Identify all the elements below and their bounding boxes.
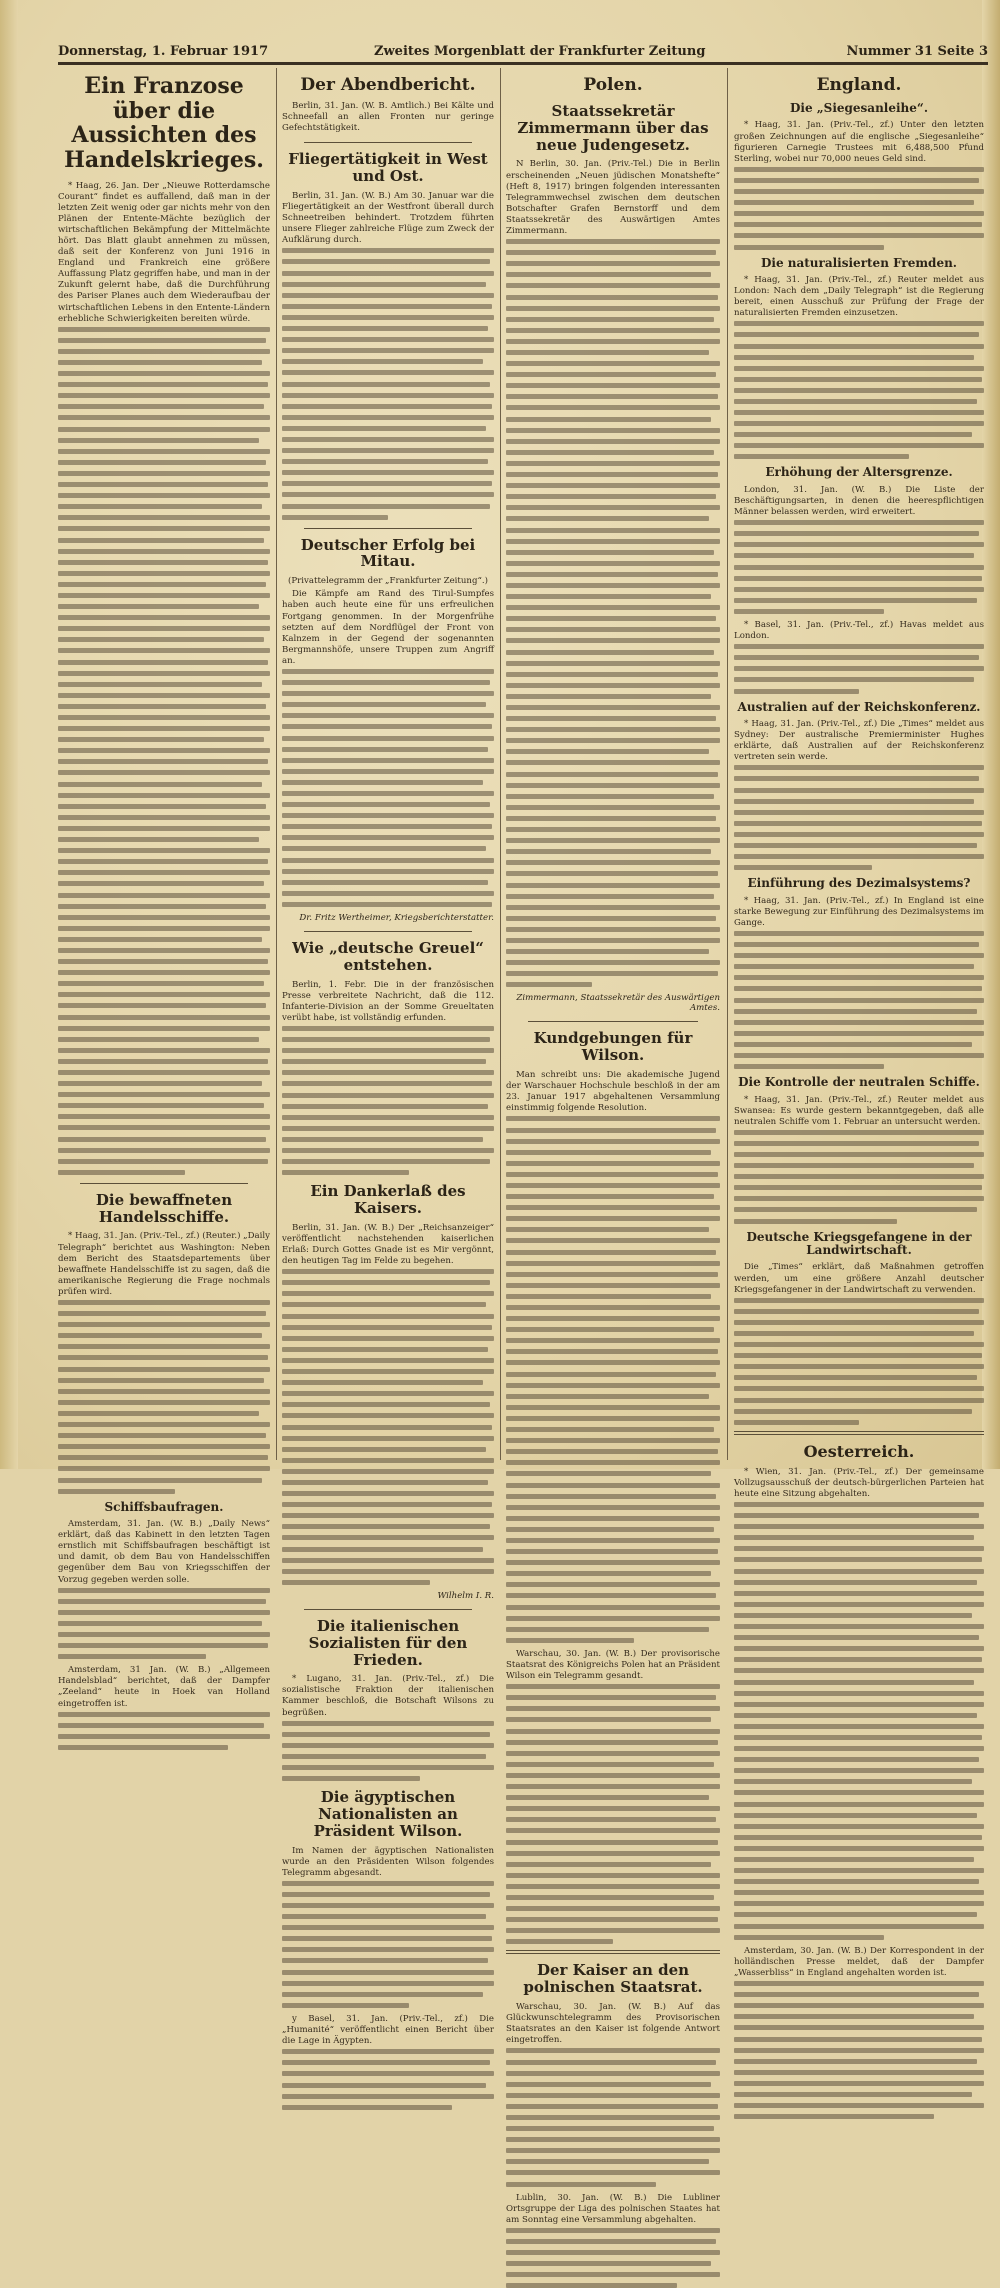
section-divider xyxy=(304,528,472,529)
article-paragraph: Berlin, 31. Jan. (W. B. Amtlich.) Bei Kälte und Schneefall an allen Fronten nur geringe Gefechtstätigkeit. xyxy=(282,101,494,134)
article-text-block xyxy=(282,2049,494,2109)
article-paragraph: Amsterdam, 30. Jan. (W. B.) Der Korrespondent in der holländischen Presse meldet, daß der Dampfer „Wasserbliss“ in England angehalten worden ist. xyxy=(734,1945,984,1978)
article-headline: Die ägyptischen Nationalisten an Präsident Wilson. xyxy=(313,1788,463,1840)
masthead-page-number: Nummer 31 Seite 3 xyxy=(846,44,988,59)
section-headline: Oesterreich. xyxy=(803,1441,915,1461)
article-subhead: (Privattelegramm der „Frankfurter Zeitung“.) xyxy=(288,576,488,587)
article-paragraph: Im Namen der ägyptischen Nationalisten wurde an den Präsidenten Wilson folgendes Telegramm abgesandt. xyxy=(282,1845,494,1878)
article-paragraph: * Wien, 31. Jan. (Priv.-Tel., zf.) Der gemeinsame Vollzugsausschuß der deutsch-bürgerlichen Parteien hat heute eine Sitzung abgehalten. xyxy=(734,1466,984,1499)
article-headline: Wie „deutsche Greuel“ entstehen. xyxy=(292,939,484,974)
article-headline: Die bewaffneten Handelsschiffe. xyxy=(95,1190,233,1226)
column-3 xyxy=(506,68,720,2225)
article-paragraph: Amsterdam, 31 Jan. (W. B.) „Allgemeen Handelsblad“ berichtet, daß der Dampfer „Zeeland“ heute in Hoek van Holland eingetroffen ist. xyxy=(58,1665,270,1709)
article-paragraph: y Basel, 31. Jan. (Priv.-Tel., zf.) Die „Humanité“ veröffentlicht einen Bericht über die Lage in Ägypten. xyxy=(282,2013,494,2047)
article-text-block xyxy=(734,321,984,459)
article-headline: Ein Franzose über die Aussichten des Handelskrieges. xyxy=(64,73,264,173)
article-headline: Deutscher Erfolg bei Mitau. xyxy=(300,535,476,571)
article-paragraph: Die „Times“ erklärt, daß Maßnahmen getroffen werden, um eine größere Anzahl deutscher Kriegsgefangener in der Landwirtschaft zu verwenden. xyxy=(734,1262,984,1295)
article-paragraph: * Basel, 31. Jan. (Priv.-Tel., zf.) Havas meldet aus London. xyxy=(734,620,984,642)
section-divider xyxy=(304,1609,472,1610)
article-text-block xyxy=(734,1502,984,1940)
article-text-block xyxy=(58,1588,270,1660)
page-edge-right xyxy=(982,0,1000,1469)
article-paragraph: Lublin, 30. Jan. (W. B.) Die Lubliner Ortsgruppe der Liga des polnischen Staates hat am Sonntag eine Versammlung abgehalten. xyxy=(506,2192,720,2225)
article-paragraph: Amsterdam, 31. Jan. (W. B.) „Daily News“ erklärt, daß das Kabinett in den letzten Tagen ernstlich mit Schiffsbaufragen beschäftigt ist und damit, ob dem Bau von Handelsschiffen gegenüber dem Bau von Kriegsschiffen der Vorzug gegeben werden solle. xyxy=(58,1519,270,1585)
article-headline: Kundgebungen für Wilson. xyxy=(533,1029,693,1065)
article-paragraph: Warschau, 30. Jan. (W. B.) Auf das Glückwunschtelegramm des Provisorischen Staatsrates an den Kaiser ist folgende Antwort eingetroffen. xyxy=(506,2002,720,2046)
article-headline: Die italienischen Sozialisten für den Frieden. xyxy=(308,1616,468,1669)
article-headline: Staatssekretär Zimmermann über das neue Judengesetz. xyxy=(517,102,709,154)
article-text-block xyxy=(734,931,984,1069)
article-paragraph: * Haag, 31. Jan. (Priv.-Tel., zf.) Reuter meldet aus Swansea: Es wurde gestern bekanntgegeben, daß alle neutralen Schiffe vom 1. Februar an untersucht werden. xyxy=(734,1094,984,1127)
article-text-block xyxy=(734,167,984,250)
article-headline: Ein Dankerlaß des Kaisers. xyxy=(310,1182,466,1218)
article-paragraph: * Haag, 31. Jan. (Priv.-Tel., zf.) Reuter meldet aus London: Nach dem „Daily Telegraph“ ist die Regierung bereit, einen Ausschuß zur Prüfung der Frage der naturalisierten Fremden einzusetzen. xyxy=(734,274,984,319)
article-text-block xyxy=(282,1026,494,1175)
article-text-block xyxy=(506,2228,720,2288)
article-text-block xyxy=(282,248,494,519)
article-paragraph: Berlin, 31. Jan. (W. B.) Der „Reichsanzeiger“ veröffentlicht nachstehenden kaiserlichen Erlaß: Durch Gottes Gnade ist es Mir vergönnt, den heutigen Tag im Felde zu begehen. xyxy=(282,1222,494,1267)
article-text-block xyxy=(282,1269,494,1585)
article-headline: Die „Siegesanleihe“. xyxy=(789,101,928,116)
section-headline: Polen. xyxy=(583,75,643,95)
section-double-rule xyxy=(734,1431,984,1435)
article-paragraph: * Haag, 31. Jan. (Priv.-Tel., zf.) In England ist eine starke Bewegung zur Einführung des Dezimalsystems im Gange. xyxy=(734,895,984,928)
signature: Zimmermann, Staatssekretär des Auswärtigen Amtes. xyxy=(516,993,720,1014)
column-4 xyxy=(734,68,984,1978)
article-paragraph: * Haag, 31. Jan. (Priv.-Tel., zf.) Unter den letzten großen Zeichnungen auf die englische „Siegesanleihe“ figurieren Carnegie Trustees mit 6,488,500 Pfund Sterling, wobei nur 70,000 neues Geld sind. xyxy=(734,120,984,164)
article-paragraph: * Haag, 31. Jan. (Priv.-Tel., zf.) (Reuter.) „Daily Telegraph“ berichtet aus Washington: Neben dem Bericht des Staatsdepartements über bewaffnete Handelsschiffe ist zu sagen, daß die amerikanische Regierung die Frage nochmals prüfen wird. xyxy=(58,1231,270,1297)
article-text-block xyxy=(734,1981,984,2119)
column-rule xyxy=(727,68,728,1460)
article-paragraph: Warschau, 30. Jan. (W. B.) Der provisorische Staatsrat des Königreichs Polen hat an Präsident Wilson ein Telegramm gesandt. xyxy=(506,1648,720,1682)
masthead-edition: Zweites Morgenblatt der Frankfurter Zeitung xyxy=(374,44,706,59)
article-text-block xyxy=(506,239,720,987)
article-text-block xyxy=(58,1712,270,1750)
article-paragraph: * Haag, 26. Jan. Der „Nieuwe Rotterdamsche Courant“ findet es auffallend, daß man in der letzten Zeit wenig oder gar nichts mehr von den Plänen der Entente-Mächte bezüglich der wirtschaftlichen Bekämpfung der Mittelmächte hört. Das Blatt glaubt annehmen zu müssen, daß seit der Konferenz von Juni 1916 in England und Frankreich eine größere Auffassung Platz gegriffen habe, und man in der Zukunft gelernt habe, daß die Durchführung des Pariser Planes auch dem Wiederaufbau der wirtschaftlichen Lebens in den Entente-Ländern erhebliche Schwierigkeiten bereiten würde. xyxy=(58,180,270,324)
article-paragraph: Die Kämpfe am Rand des Tirul-Sumpfes haben auch heute eine für uns erfreulichen Fortgang genommen. In der Morgenfrühe setzten auf dem Nordflügel der Front von Kalnzem in der Gegend der sogenannten Bergmannshöfe, unsere Truppen zum Angriff an. xyxy=(282,589,494,666)
article-headline: Die Kontrolle der neutralen Schiffe. xyxy=(738,1075,980,1090)
column-2 xyxy=(282,68,494,2047)
article-text-block xyxy=(282,669,494,907)
article-headline: Die naturalisierten Fremden. xyxy=(760,255,957,270)
article-headline: Deutsche Kriegsgefangene in der Landwirtschaft. xyxy=(746,1229,972,1257)
article-text-block xyxy=(734,1298,984,1425)
article-text-block xyxy=(58,327,270,1175)
signature: Wilhelm I. R. xyxy=(437,1590,494,1601)
article-text-block xyxy=(734,644,984,693)
masthead-rule xyxy=(58,62,988,65)
section-divider xyxy=(80,1183,248,1184)
section-double-rule xyxy=(506,1950,720,1954)
section-headline: England. xyxy=(816,75,902,95)
article-headline: Fliegertätigkeit in West und Ost. xyxy=(288,150,488,186)
byline: Dr. Fritz Wertheimer, Kriegsberichterstatter. xyxy=(299,913,494,924)
section-divider xyxy=(304,931,472,932)
masthead xyxy=(58,44,988,60)
article-text-block xyxy=(506,1116,720,1642)
article-headline: Der Abendbericht. xyxy=(300,75,476,95)
article-paragraph: Berlin, 1. Febr. Die in der französischen Presse verbreitete Nachricht, daß die 112. Infanterie-Division an der Somme Greueltaten verübt habe, ist vollständig erfunden. xyxy=(282,979,494,1023)
column-rule xyxy=(500,68,501,1460)
article-paragraph: Berlin, 31. Jan. (W. B.) Am 30. Januar war die Fliegertätigkeit an der Westfront überall durch Schneetreiben behindert. Trotzdem führten unsere Flieger zahlreiche Flüge zum Zweck der Aufklärung durch. xyxy=(282,190,494,246)
article-text-block xyxy=(282,1721,494,1781)
article-text-block xyxy=(58,1300,270,1494)
section-divider xyxy=(304,142,472,143)
article-paragraph: Man schreibt uns: Die akademische Jugend der Warschauer Hochschule beschloß in der am 23. Januar 1917 abgehaltenen Versammlung einstimmig folgende Resolution. xyxy=(506,1070,720,1114)
section-divider xyxy=(528,1021,698,1022)
article-paragraph: London, 31. Jan. (W. B.) Die Liste der Beschäftigungsarten, in denen die heerespflichtigen Männer belassen werden, wird erweitert. xyxy=(734,484,984,518)
article-headline: Der Kaiser an den polnischen Staatsrat. xyxy=(523,1961,703,1997)
article-headline: Erhöhung der Altersgrenze. xyxy=(765,465,953,480)
article-headline: Schiffsbaufragen. xyxy=(104,1499,224,1514)
article-text-block xyxy=(734,1130,984,1224)
article-text-block xyxy=(506,1684,720,1944)
article-text-block xyxy=(734,765,984,870)
page-edge-left xyxy=(0,0,18,1469)
article-text-block xyxy=(282,1881,494,2008)
column-1 xyxy=(58,68,270,1709)
article-text-block xyxy=(734,520,984,614)
article-paragraph: N Berlin, 30. Jan. (Priv.-Tel.) Die in Berlin erscheinenden „Neuen jüdischen Monatshefte“ (Heft 8, 1917) bringen folgenden interessanten Telegrammwechsel zwischen dem deutschen Botschafter Grafen Bernstorff und dem Staatssekretär des Auswärtigen Amtes Zimmermann. xyxy=(506,159,720,236)
article-text-block xyxy=(506,2048,720,2186)
masthead-date: Donnerstag, 1. Februar 1917 xyxy=(58,44,269,59)
article-paragraph: * Haag, 31. Jan. (Priv.-Tel., zf.) Die „Times“ meldet aus Sydney: Der australische Premierminister Hughes erklärte, daß Australien auf der Reichskonferenz vertreten sein werde. xyxy=(734,719,984,763)
article-paragraph: * Lugano, 31. Jan. (Priv.-Tel., zf.) Die sozialistische Fraktion der italienischen Kammer beschloß, die Botschaft Wilsons zu begrüßen. xyxy=(282,1674,494,1718)
article-headline: Einführung des Dezimalsystems? xyxy=(747,876,971,891)
column-rule xyxy=(276,68,277,1460)
article-headline: Australien auf der Reichskonferenz. xyxy=(737,699,981,714)
